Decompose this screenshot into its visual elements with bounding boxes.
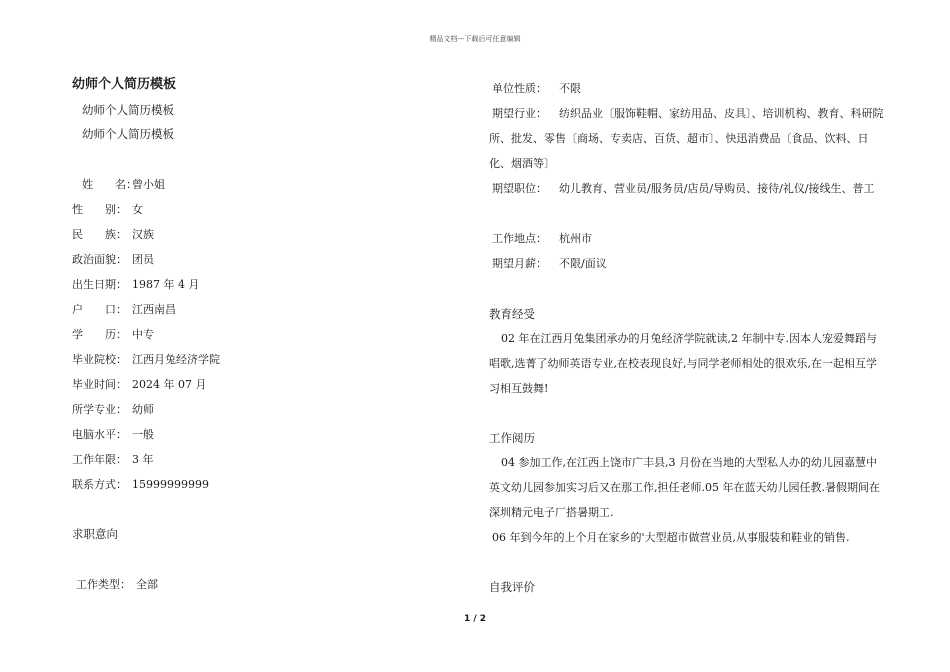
- self-evaluation-heading: 自我评价: [489, 580, 535, 594]
- field-hukou: [72, 297, 452, 322]
- field-label: 民 族：: [72, 228, 127, 241]
- field-gender: [72, 197, 452, 222]
- field-computer-skill: [72, 422, 452, 447]
- field-job-type: [72, 572, 452, 597]
- field-label: 联系方式：: [72, 478, 127, 491]
- field-value: 汉族: [132, 228, 154, 241]
- field-ethnicity: [72, 222, 452, 247]
- field-value: 江西月兔经济学院: [132, 353, 220, 366]
- field-political-status: [72, 247, 452, 272]
- field-value: 不限: [559, 82, 581, 95]
- field-value: 全部: [136, 578, 158, 591]
- field-major: [72, 397, 452, 422]
- field-value: 1987 年 4 月: [132, 278, 200, 291]
- right-column: [489, 76, 884, 599]
- field-school: [72, 347, 452, 372]
- document-title: 幼师个人简历模板: [72, 77, 177, 92]
- field-label: 所学专业：: [72, 403, 127, 416]
- field-value: 中专: [132, 328, 154, 341]
- field-value: 15999999999: [132, 478, 209, 491]
- field-value: 纺织品业〔服饰鞋帽、家纺用品、皮具〕、培训机构、教育、科研院所、批发、零售〔商场、专卖店、百货、超市〕、快迅消费品〔食品、饮料、日化、烟酒等〕: [489, 107, 884, 170]
- education-heading: 教育经受: [489, 307, 535, 321]
- field-label: 期望职位：: [492, 182, 547, 195]
- field-unit-nature: [489, 76, 884, 101]
- education-paragraph: 02 年在江西月兔集团承办的月兔经济学院就读,2 年制中专.因本人宠爱舞蹈与唱歌,选菁了幼师英语专业,在校表现良好,与同学老师相处的很欢乐,在一起相互学习相互鼓舞!: [489, 332, 877, 395]
- field-value: 团员: [132, 253, 154, 266]
- field-label: 性 别：: [72, 203, 127, 216]
- field-industry: [489, 101, 884, 176]
- field-value: 杭州市: [559, 232, 592, 245]
- field-value: 2024 年 07 月: [132, 378, 207, 391]
- field-label: 政治面貌：: [72, 253, 127, 266]
- field-label: 工作年限：: [72, 453, 127, 466]
- field-education-level: [72, 322, 452, 347]
- field-label: 期望行业：: [492, 107, 547, 120]
- field-birth-date: [72, 272, 452, 297]
- subtitle: 幼师个人简历模板: [82, 103, 174, 117]
- header-note: 精品文档---下载后可任意编辑: [429, 35, 521, 43]
- field-label: 姓 名：: [82, 178, 137, 191]
- field-name: [72, 172, 452, 197]
- field-label: 单位性质：: [492, 82, 547, 95]
- work-paragraph: 06 年到今年的上个月在家乡的'大型超市做营业员,从事服装和鞋业的销售.: [492, 531, 850, 544]
- subtitle: 幼师个人简历模板: [82, 127, 174, 141]
- work-experience-heading: 工作阅历: [489, 431, 535, 445]
- field-label: 期望月薪：: [492, 257, 547, 270]
- page-number: 1 / 2: [463, 614, 487, 624]
- field-label: 户 口：: [72, 303, 127, 316]
- field-value: 江西南昌: [132, 303, 176, 316]
- field-label: 电脑水平：: [72, 428, 127, 441]
- field-value: 3 年: [132, 453, 154, 466]
- field-label: 工作地点：: [492, 232, 547, 245]
- field-position: [489, 176, 884, 201]
- field-years-of-work: [72, 447, 452, 472]
- field-value: 不限/面议: [559, 257, 607, 270]
- field-value: 幼师: [132, 403, 154, 416]
- field-value: 一般: [132, 428, 154, 441]
- field-location: [489, 226, 884, 251]
- field-label: 毕业时间：: [72, 378, 127, 391]
- field-value: 幼儿教育、营业员/服务员/店员/导购员、接待/礼仪/接线生、普工: [559, 182, 875, 195]
- field-label: 毕业院校：: [72, 353, 127, 366]
- field-contact: [72, 472, 452, 497]
- field-label: 工作类型：: [76, 578, 131, 591]
- field-salary: [489, 251, 884, 276]
- field-label: 出生日期：: [72, 278, 127, 291]
- job-intent-heading: 求职意向: [72, 527, 118, 541]
- field-label: 学 历：: [72, 328, 127, 341]
- field-graduation-date: [72, 372, 452, 397]
- work-paragraph: 04 参加工作,在江西上饶市广丰县,3 月份在当地的大型私人办的幼儿园嘉慧中英文幼儿园参加实习后又在那工作,担任老师.05 年在蓝天幼儿园任教.暑假期间在深圳精元电子厂搭暑期工.: [489, 456, 880, 519]
- left-column: [72, 76, 452, 597]
- field-value: 曾小姐: [132, 178, 165, 191]
- field-value: 女: [132, 203, 143, 216]
